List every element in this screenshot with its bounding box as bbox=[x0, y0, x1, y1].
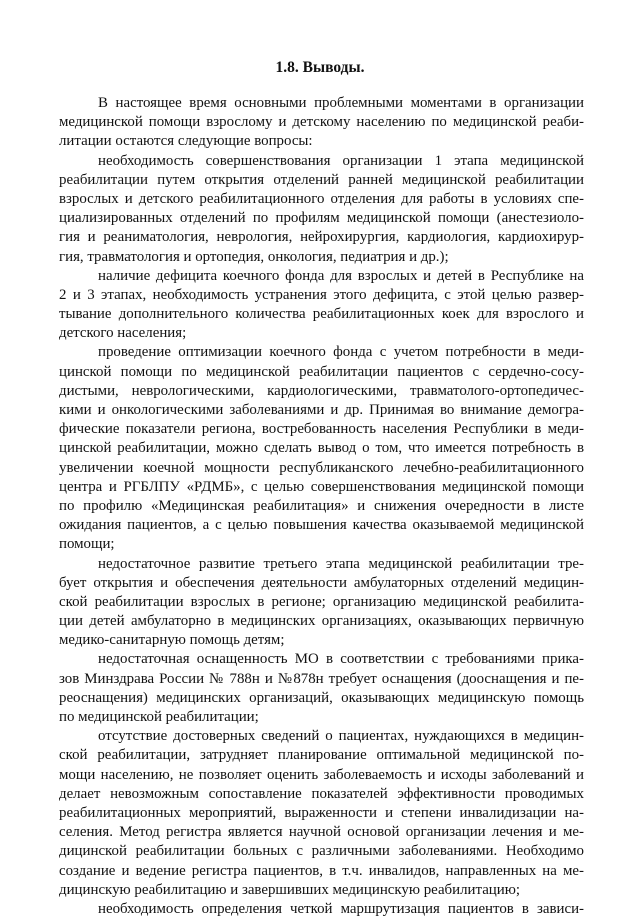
text-line: реабилитационных мероприятий, выраженности и степени инвалидизации на- bbox=[59, 804, 584, 821]
text-line: делает невозможным сопоставление показателей эффективности проводимых bbox=[59, 785, 584, 802]
text-line: необходимость определения четкой маршрутизация пациентов в зависи- bbox=[98, 900, 584, 917]
text-line: ской реабилитации взрослых в регионе; организацию медицинской реабилита- bbox=[59, 593, 584, 610]
text-line: необходимость совершенствования организации 1 этапа медицинской bbox=[98, 152, 584, 169]
section-heading: 1.8. Выводы. bbox=[275, 59, 365, 76]
text-line: медицинской помощи взрослому и детскому населению по медицинской реаби- bbox=[59, 114, 584, 131]
text-line: гия и реаниматология, неврология, нейрохирургия, кардиология, кардиохирур- bbox=[59, 229, 584, 246]
text-line: селения. Метод регистра является научной основой организации лечения и ме- bbox=[59, 824, 584, 841]
text-line: увеличении коечной мощности республиканского лечебно-реабилитационного bbox=[59, 459, 584, 476]
text-line: взрослых и детского реабилитационного отделения для работы в условиях спе- bbox=[59, 190, 584, 207]
text-line: дицинскую реабилитацию и завершивших медицинскую реабилитацию; bbox=[59, 881, 520, 898]
text-line: 2 и 3 этапах, необходимость устранения этого дефицита, с этой целью развер- bbox=[59, 286, 584, 303]
text-line: по медицинской реабилитации; bbox=[59, 709, 259, 725]
text-line: создание и ведение регистра пациентов, в т.ч. инвалидов, направленных на ме- bbox=[59, 862, 584, 879]
text-line: циализированных отделений по профилям медицинской помощи (анестезиоло- bbox=[59, 210, 584, 227]
text-line: ской реабилитации, затрудняет планирование оптимальной медицинской по- bbox=[59, 747, 584, 764]
text-line: дистыми, неврологическими, кардиологическими, травматолого-ортопедичес- bbox=[59, 382, 584, 399]
text-line: проведение оптимизации коечного фонда с учетом потребности в меди- bbox=[98, 344, 584, 361]
text-line: цинской реабилитации, можно сделать вывод о том, что имеется потребность в bbox=[59, 440, 584, 457]
text-line: центра и РГБЛПУ «РДМБ», с целью совершенствования медицинской помощи bbox=[59, 478, 584, 495]
text-line: наличие дефицита коечного фонда для взрослых и детей в Республике на bbox=[98, 267, 584, 284]
text-line: отсутствие достоверных сведений о пациентах, нуждающихся в медицин- bbox=[98, 728, 584, 745]
text-line: ции детей амбулаторно в медицинских организациях, оказывающих первичную bbox=[59, 613, 584, 630]
text-line: фические показатели региона, востребованность населения Республики в меди- bbox=[59, 421, 584, 438]
text-line: гия, травматология и ортопедия, онкология, педиатрия и др.); bbox=[59, 248, 449, 265]
text-line: цинской помощи по медицинской реабилитации пациентов с сердечно-сосу- bbox=[59, 363, 584, 380]
text-line: реабилитации путем открытия отделений ранней медицинской реабилитации bbox=[59, 171, 584, 188]
text-line: недостаточное развитие третьего этапа медицинской реабилитации тре- bbox=[98, 555, 584, 572]
text-line: дицинской реабилитации больных с различными заболеваниями. Необходимо bbox=[59, 843, 584, 860]
text-line: тывание дополнительного количества реабилитационных коек для взрослого и bbox=[59, 306, 584, 323]
text-line: детского населения; bbox=[59, 325, 187, 342]
document-body bbox=[59, 94, 584, 919]
text-line: зов Минздрава России № 788н и №878н требует оснащения (дооснащения и пе- bbox=[59, 670, 584, 687]
text-line: кими и онкологическими заболеваниями и др. Принимая во внимание демогра- bbox=[59, 402, 584, 418]
text-line: мощи населению, не позволяет оценить заболеваемость и исходы заболеваний и bbox=[59, 766, 584, 783]
text-line: недостаточная оснащенность МО в соответствии с требованиями прика- bbox=[98, 651, 584, 668]
text-line: реоснащения) медицинских организаций, оказывающих медицинскую помощь bbox=[59, 689, 584, 706]
text-line: литации остаются следующие вопросы: bbox=[59, 133, 313, 150]
text-line: бует открытия и обеспечения деятельности амбулаторных отделений медицин- bbox=[59, 574, 584, 591]
text-line: медико-санитарную помощь детям; bbox=[59, 632, 285, 649]
text-line: В настоящее время основными проблемными моментами в организации bbox=[98, 95, 584, 111]
text-line: ожидания пациентов, а с целью повышения качества оказываемой медицинской bbox=[59, 517, 584, 534]
text-line: помощи; bbox=[59, 536, 115, 553]
text-line: по профилю «Медицинская реабилитация» и снижения очередности в листе bbox=[59, 497, 584, 514]
